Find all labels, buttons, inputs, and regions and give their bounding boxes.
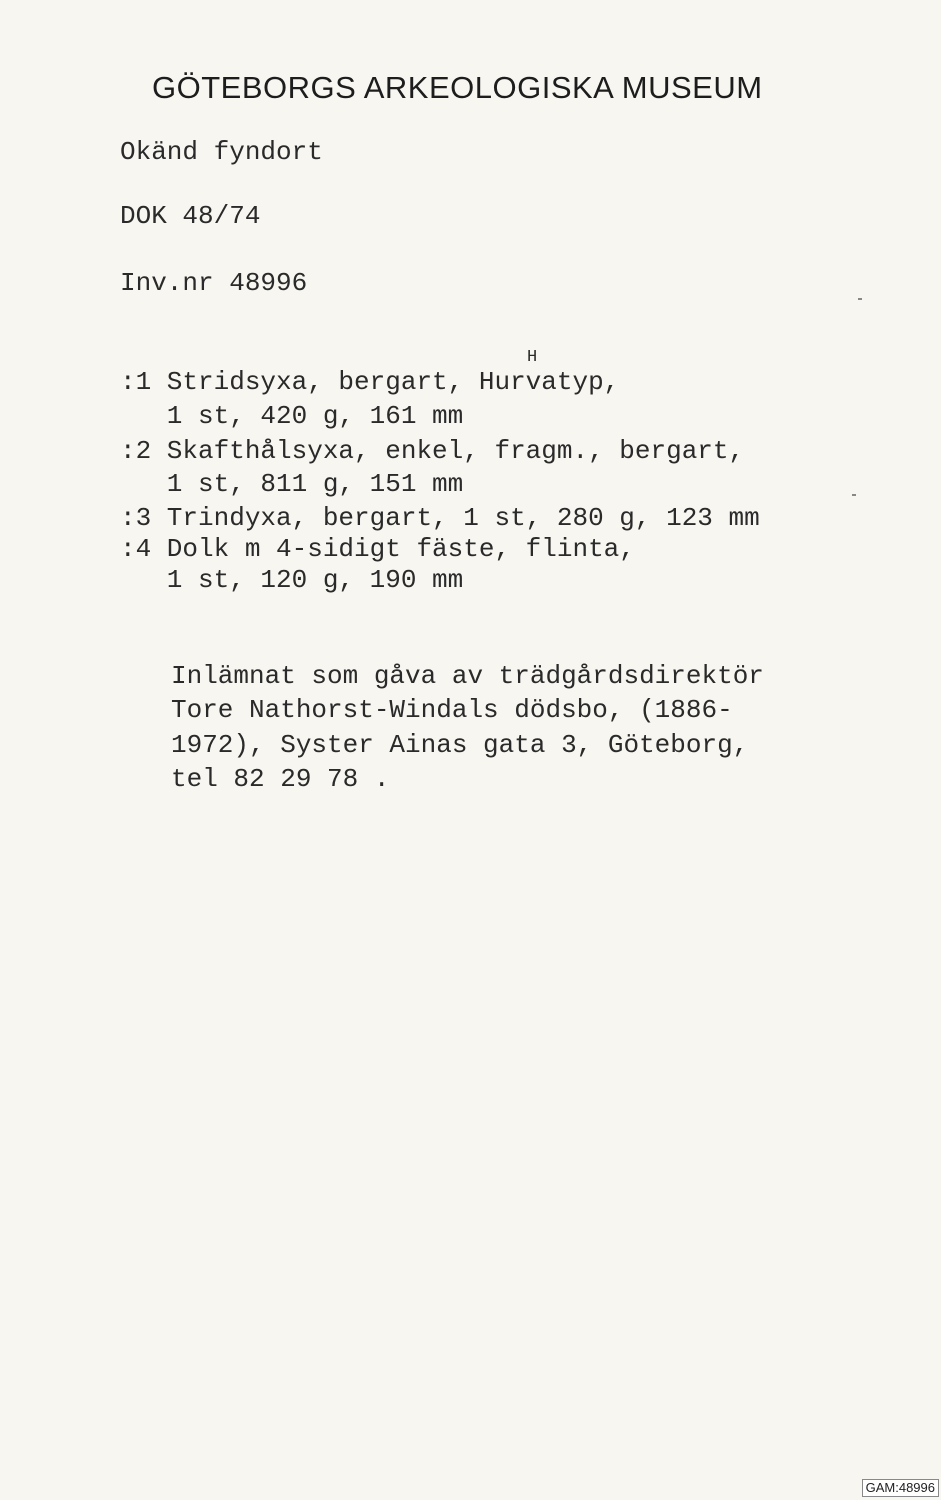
museum-title: GÖTEBORGS ARKEOLOGISKA MUSEUM [152, 70, 763, 105]
item-1-line-1: :1 Stridsyxa, bergart, Hurvatyp, [120, 367, 620, 397]
item-2-line-1: :2 Skafthålsyxa, enkel, fragm., bergart, [120, 436, 745, 466]
donation-line-1: Inlämnat som gåva av trädgårdsdirektör [171, 661, 764, 691]
find-location: Okänd fyndort [120, 137, 323, 167]
paper-speck [858, 298, 862, 300]
item-4-line-2: 1 st, 120 g, 190 mm [120, 565, 464, 595]
reference-label: GAM:48996 [862, 1479, 939, 1497]
inventory-number: Inv.nr 48996 [120, 268, 308, 298]
document-number: DOK 48/74 [120, 201, 261, 231]
donation-line-3: 1972), Syster Ainas gata 3, Göteborg, [171, 730, 749, 760]
paper-speck [852, 494, 856, 496]
donation-line-2: Tore Nathorst-Windals dödsbo, (1886- [171, 695, 733, 725]
donation-line-4: tel 82 29 78 . [171, 764, 390, 794]
item-3-line: :3 Trindyxa, bergart, 1 st, 280 g, 123 mm [120, 503, 760, 533]
item-2-line-2: 1 st, 811 g, 151 mm [120, 469, 464, 499]
correction-mark: H [527, 348, 538, 367]
item-4-line-1: :4 Dolk m 4-sidigt fäste, flinta, [120, 534, 635, 564]
item-1-line-2: 1 st, 420 g, 161 mm [120, 401, 464, 431]
